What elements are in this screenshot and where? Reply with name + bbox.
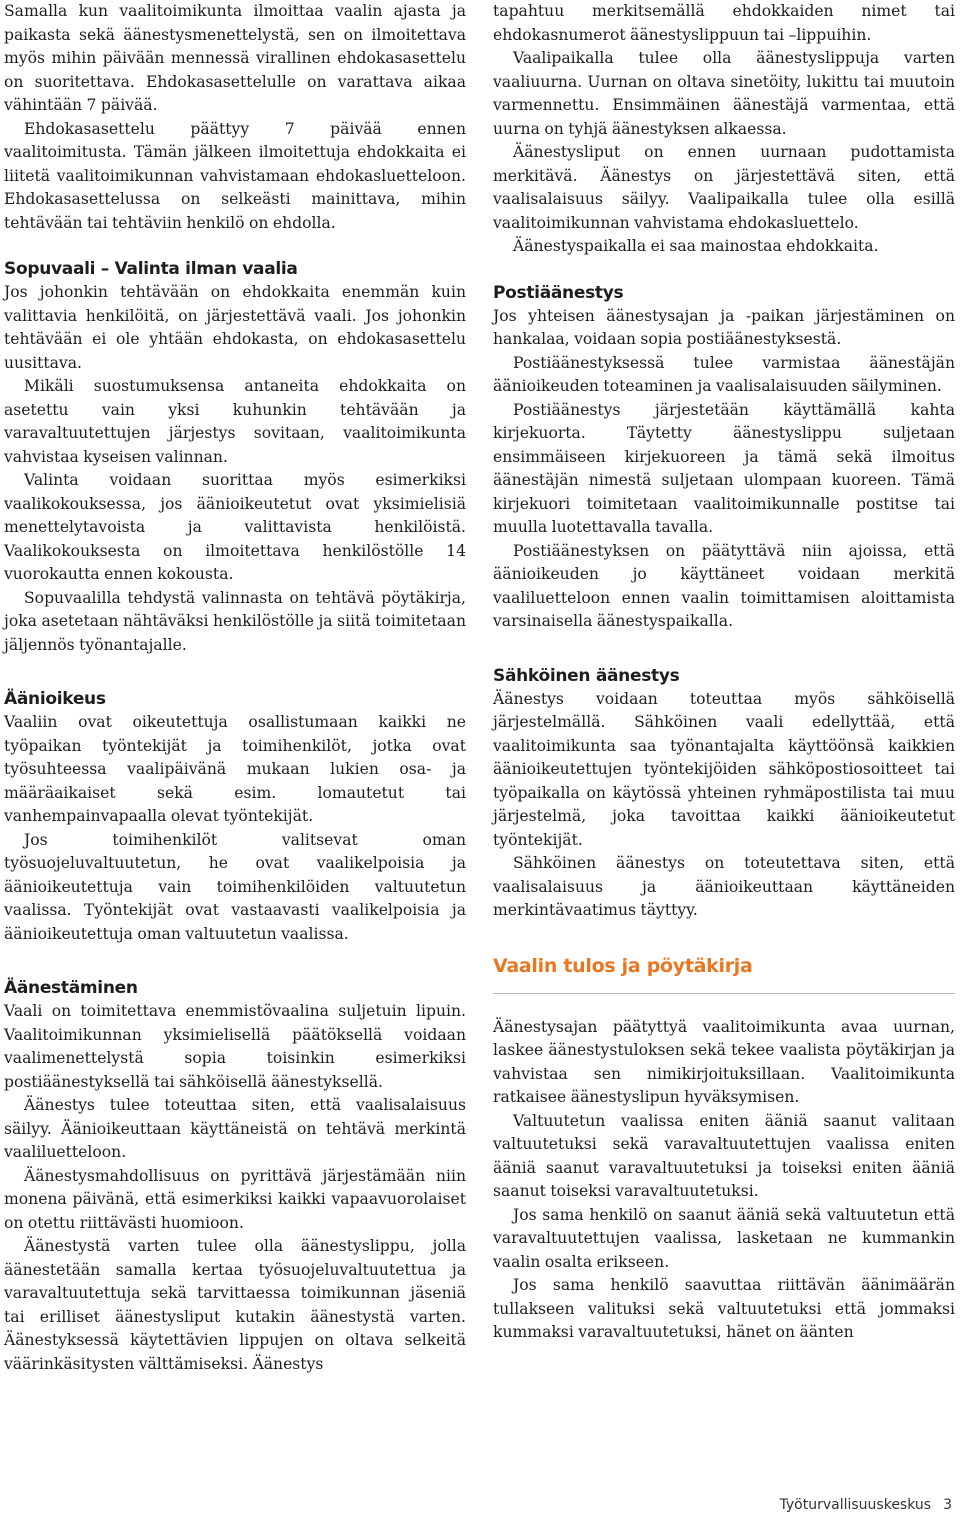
paragraph: Sopuvaalilla tehdystä valinnasta on tehtävä pöytäkirja, joka asetetaan nähtäväksi henkilöstölle ja siitä toimitetaan jäljennös työnantajalle. bbox=[4, 588, 466, 654]
paragraph: Jos sama henkilö on saanut ääniä sekä valtuutetun että varavaltuutettujen vaalissa, lasketaan ne kummankin vaalin osalta erikseen. bbox=[493, 1205, 955, 1271]
left-column bbox=[4, 0, 466, 1376]
paragraph: Jos sama henkilö saavuttaa riittävän äänimäärän tullakseen valituksi sekä valtuutetuksi että jommaksi kummaksi varavaltuutetuksi, hänet on äänten bbox=[493, 1276, 955, 1341]
paragraph: Jos johonkin tehtävään on ehdokkaita enemmän kuin valittavia henkilöitä, on järjestettävä vaali. Jos johonkin tehtävään ei ole yhtään ehdokasta, on ehdokasasettelu uusittava. bbox=[4, 283, 466, 372]
footer-organization: Työturvallisuuskeskus bbox=[779, 1497, 932, 1513]
paragraph: Mikäli suostumuksensa antaneita ehdokkaita on asetettu vain yksi kuhunkin tehtävään ja varavaltuutettujen järjestys sovitaan, vaalitoimikunta vahvistaa kyseisen valinnan. bbox=[4, 377, 466, 466]
heading-sahkoinen-aanestys: Sähköinen äänestys bbox=[493, 665, 680, 686]
paragraph: Äänestysajan päätyttyä vaalitoimikunta avaa uurnan, laskee äänestystuloksen sekä tekee vaalista pöytäkirjan ja vahvistaa sen nimikirjoituksillaan. Vaalitoimikunta ratkaisee äänestyslipun hyväksymisen. bbox=[493, 1017, 955, 1106]
paragraph: Samalla kun vaalitoimikunta ilmoittaa vaalin ajasta ja paikasta sekä äänestysmenettelystä, sen on ilmoitettava myös mihin päivään mennessä virallinen ehdokasasettelu on suoritettava. Ehdokasasettelulle on varattava aikaa vähintään 7 päivää. bbox=[4, 2, 466, 114]
paragraph: Valinta voidaan suorittaa myös esimerkiksi vaalikokouksessa, jos äänioikeutetut ovat yksimielisiä menettelytavoista ja valittavista henkilöistä. Vaalikokouksesta on ilmoitettava henkilöstölle 14 vuorokautta ennen kokousta. bbox=[4, 471, 466, 583]
paragraph: Äänestystä varten tulee olla äänestyslippu, jolla äänestetään samalla kertaa työsuojeluvaltuutettua ja varavaltuutettuja sekä tarvittaessa toimikunnan jäseniä tai erilliset äänestysliput kutakin äänestystä varten. Äänestyksessä käytettävien lippujen on oltava selkeitä väärinkäsitysten välttämiseksi. Äänestys bbox=[4, 1237, 466, 1373]
right-column bbox=[493, 0, 955, 1345]
heading-aanioikeus: Äänioikeus bbox=[4, 689, 106, 709]
heading-postiaanestys: Postiäänestys bbox=[493, 282, 624, 303]
paragraph: Postiäänestyksen on päätyttävä niin ajoissa, että äänioikeuden jo käyttäneet voidaan merkitä vaaliluetteloon ennen vaalin toimittamisen aloittamista varsinaisella äänestyspaikalla. bbox=[493, 541, 955, 630]
paragraph: Äänestysliput on ennen uurnaan pudottamista merkitävä. Äänestys on järjestettävä siten, että vaalisalaisuus säilyy. Vaalipaikalla tulee olla esillä vaalitoimikunnan vahvistama ehdokasluettelo. bbox=[493, 143, 955, 232]
paragraph: Postiäänestyksessä tulee varmistaa äänestäjän äänioikeuden toteaminen ja vaalisalaisuuden säilyminen. bbox=[493, 353, 955, 395]
paragraph: Äänestysmahdollisuus on pyrittävä järjestämään niin monena päivänä, että esimerkiksi kaikki vapaavuorolaiset on otettu riittävästi huomioon. bbox=[4, 1166, 466, 1232]
paragraph: Valtuutetun vaalissa eniten ääniä saanut valitaan valtuutetuksi sekä varavaltuutettujen vaalissa eniten ääniä saanut varavaltuutetuksi ja toiseksi eniten ääniä saanut toiseksi varavaltuutetuksi. bbox=[493, 1111, 955, 1200]
paragraph: Postiäänestys järjestetään käyttämällä kahta kirjekuorta. Täytetty äänestyslippu suljetaan ensimmäiseen kirjekuoreen ja tämä sekä ilmoitus äänestäjän nimestä suljetaan ulompaan kuoreen. Tämä kirjekuori toimitetaan vaalitoimikunnalle postitse tai muulla luotettavalla tavalla. bbox=[493, 400, 955, 536]
paragraph: Äänestyspaikalla ei saa mainostaa ehdokkaita. bbox=[513, 237, 879, 255]
paragraph: Jos yhteisen äänestysajan ja -paikan järjestäminen on hankalaa, voidaan sopia postiäänestyksestä. bbox=[493, 306, 955, 348]
paragraph: Äänestys tulee toteuttaa siten, että vaalisalaisuus säilyy. Äänioikeuttaan käyttäneistä on tehtävä merkintä vaaliluetteloon. bbox=[4, 1096, 466, 1161]
heading-aanestaminen: Äänestäminen bbox=[4, 978, 138, 998]
paragraph: tapahtuu merkitsemällä ehdokkaiden nimet tai ehdokasnumerot äänestyslippuun tai –lippuihin. bbox=[493, 2, 955, 44]
page-number: 3 bbox=[943, 1497, 952, 1513]
paragraph: Vaali on toimitettava enemmistövaalina suljetuin lipuin. Vaalitoimikunnan yksimielisellä päätöksellä voidaan vaalimenettelystä sopia toisinkin esimerkiksi postiäänestyksellä tai sähköisellä äänestyksellä. bbox=[4, 1002, 466, 1091]
paragraph: Vaaliin ovat oikeutettuja osallistumaan kaikki ne työpaikan työntekijät ja toimihenkilöt, jotka ovat työsuhteessa vaalipäivänä mukaan lukien osa- ja määräaikaiset sekä esim. lomautetut tai vanhempainvapaalla olevat työntekijät. bbox=[4, 713, 466, 825]
paragraph: Ehdokasasettelu päättyy 7 päivää ennen vaalitoimitusta. Tämän jälkeen ilmoitettuja ehdokkaita ei liitetä vaalitoimikunnan vahvistamaan ehdokasluetteloon. Ehdokasasettelussa on selkeästi mainittava, mihin tehtävään tai tehtäviin henkilö on ehdolla. bbox=[4, 119, 466, 232]
heading-sopuvaali: Sopuvaali – Valinta ilman vaalia bbox=[4, 259, 298, 279]
paragraph: Äänestys voidaan toteuttaa myös sähköisellä järjestelmällä. Sähköinen vaali edellyttää, että vaalitoimikunta saa työnantajalta käyttöönsä kaikkien äänioikeutettujen työntekijöiden sähköpostiosoitteet tai työpaikalla on käytössä yhteinen ryhmäpostilista tai muu järjestelmä, joka tavoittaa kaikki äänioikeutetut työntekijät. bbox=[493, 689, 955, 849]
paragraph: Vaalipaikalla tulee olla äänestyslippuja varten vaaliuurna. Uurnan on oltava sinetöity, lukittu tai muutoin varmennettu. Ensimmäinen äänestäjä varmentaa, että uurna on tyhjä äänestyksen alkaessa. bbox=[493, 49, 955, 138]
paragraph: Jos toimihenkilöt valitsevat oman työsuojeluvaltuutetun, he ovat vaalikelpoisia ja äänioikeutettuja vain toimihenkilöiden valtuutetun vaalissa. Työntekijät ovat vastaavasti vaalikelpoisia ja äänioikeutettuja oman valtuutetun vaalissa. bbox=[4, 830, 466, 943]
paragraph: Sähköinen äänestys on toteutettava siten, että vaalisalaisuus ja äänioikeuttaan käyttäneiden merkintävaatimus täyttyy. bbox=[493, 854, 955, 919]
page-footer bbox=[780, 1497, 953, 1513]
heading-vaalin-tulos: Vaalin tulos ja pöytäkirja bbox=[493, 954, 753, 977]
